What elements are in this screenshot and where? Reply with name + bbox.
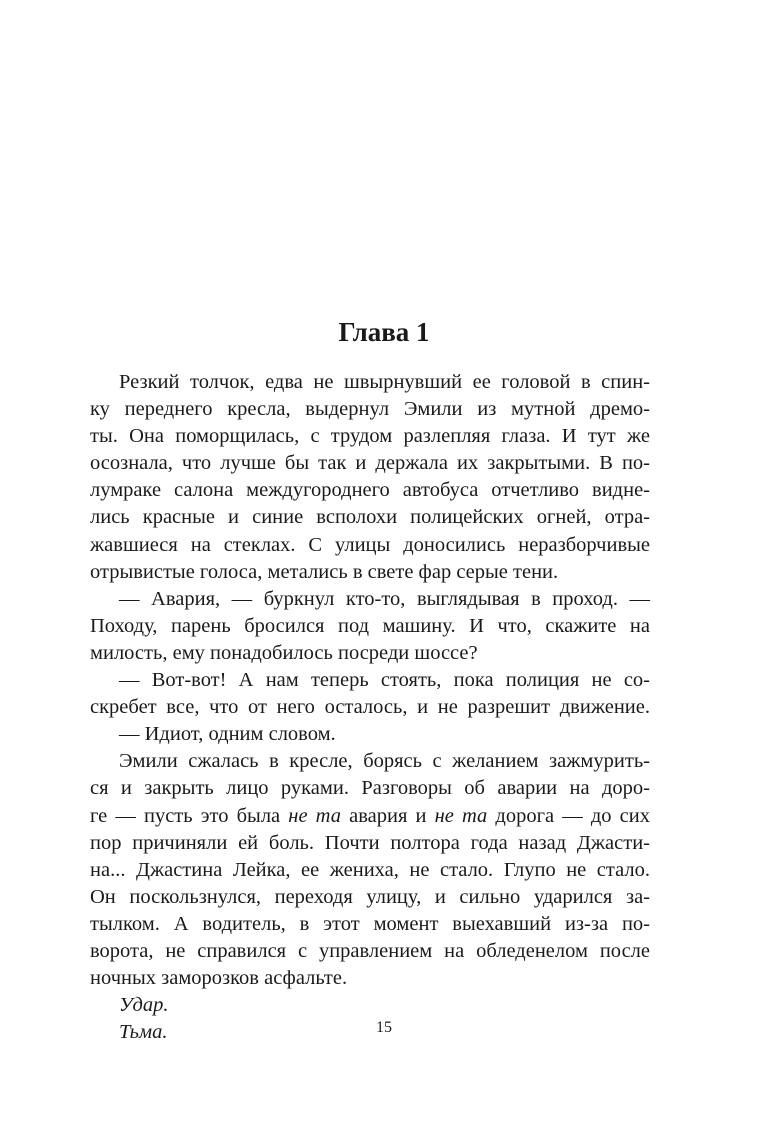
text-run: авария и xyxy=(340,804,435,827)
text-line: жавшиеся на стеклах. С улицы доносились неразборчивые xyxy=(90,533,650,556)
text-line: Удар. xyxy=(119,994,169,1017)
text-run: ге — пусть это была xyxy=(90,804,289,827)
text-line: лумраке салона междугороднего автобуса отчетливо видне- xyxy=(90,479,650,502)
chapter-body xyxy=(90,369,650,1046)
text-run: дорога — до сих xyxy=(487,804,650,827)
text-line: Походу, парень бросился под машину. И что, скажите на xyxy=(90,614,650,637)
text-line: ночных заморозков асфальте. xyxy=(90,967,348,990)
page-number: 15 xyxy=(376,1019,392,1036)
text-line xyxy=(90,803,650,830)
text-line: пор причиняли ей боль. Почти полтора года назад Джасти- xyxy=(90,831,650,854)
text-line: тылком. А водитель, в этот момент выехавший из-за по- xyxy=(90,912,650,935)
text-line: милость, ему понадобилось посреди шоссе? xyxy=(90,641,478,664)
text-line: ся и закрыть лицо руками. Разговоры об аварии на доро- xyxy=(90,777,650,800)
text-line: Тьма. xyxy=(119,1021,168,1044)
text-line: — Вот-вот! А нам теперь стоять, пока полиция не со- xyxy=(119,669,650,692)
text-line: на... Джастина Лейка, ее жениха, не стало. Глупо не стало. xyxy=(90,858,650,881)
text-line: ку переднего кресла, выдернул Эмили из мутной дремо- xyxy=(90,398,650,421)
text-line: Эмили сжалась в кресле, борясь с желанием зажмурить- xyxy=(119,750,650,773)
text-line: лись красные и синие всполохи полицейских огней, отра- xyxy=(90,506,650,529)
text-line: осознала, что лучше бы так и держала их закрытыми. В по- xyxy=(90,452,650,475)
text-line: скребет все, что от него осталось, и не разрешит движение. xyxy=(90,696,650,719)
text-line: — Авария, — буркнул кто-то, выглядывая в проход. — xyxy=(119,587,650,610)
italic-text: не та xyxy=(288,804,341,827)
text-line: отрывистые голоса, метались в свете фар серые тени. xyxy=(90,560,559,583)
text-line: Он поскользнулся, переходя улицу, и сильно ударился за- xyxy=(90,885,650,908)
italic-text: не та xyxy=(434,804,488,827)
text-line: Резкий толчок, едва не швырнувший ее головой в спин- xyxy=(119,371,650,393)
text-line: ворота, не справился с управлением на обледенелом после xyxy=(90,939,650,962)
chapter-title: Глава 1 xyxy=(338,317,430,347)
text-line: ты. Она поморщилась, с трудом разлепляя глаза. И тут же xyxy=(90,425,650,448)
text-line: — Идиот, одним словом. xyxy=(119,723,336,746)
